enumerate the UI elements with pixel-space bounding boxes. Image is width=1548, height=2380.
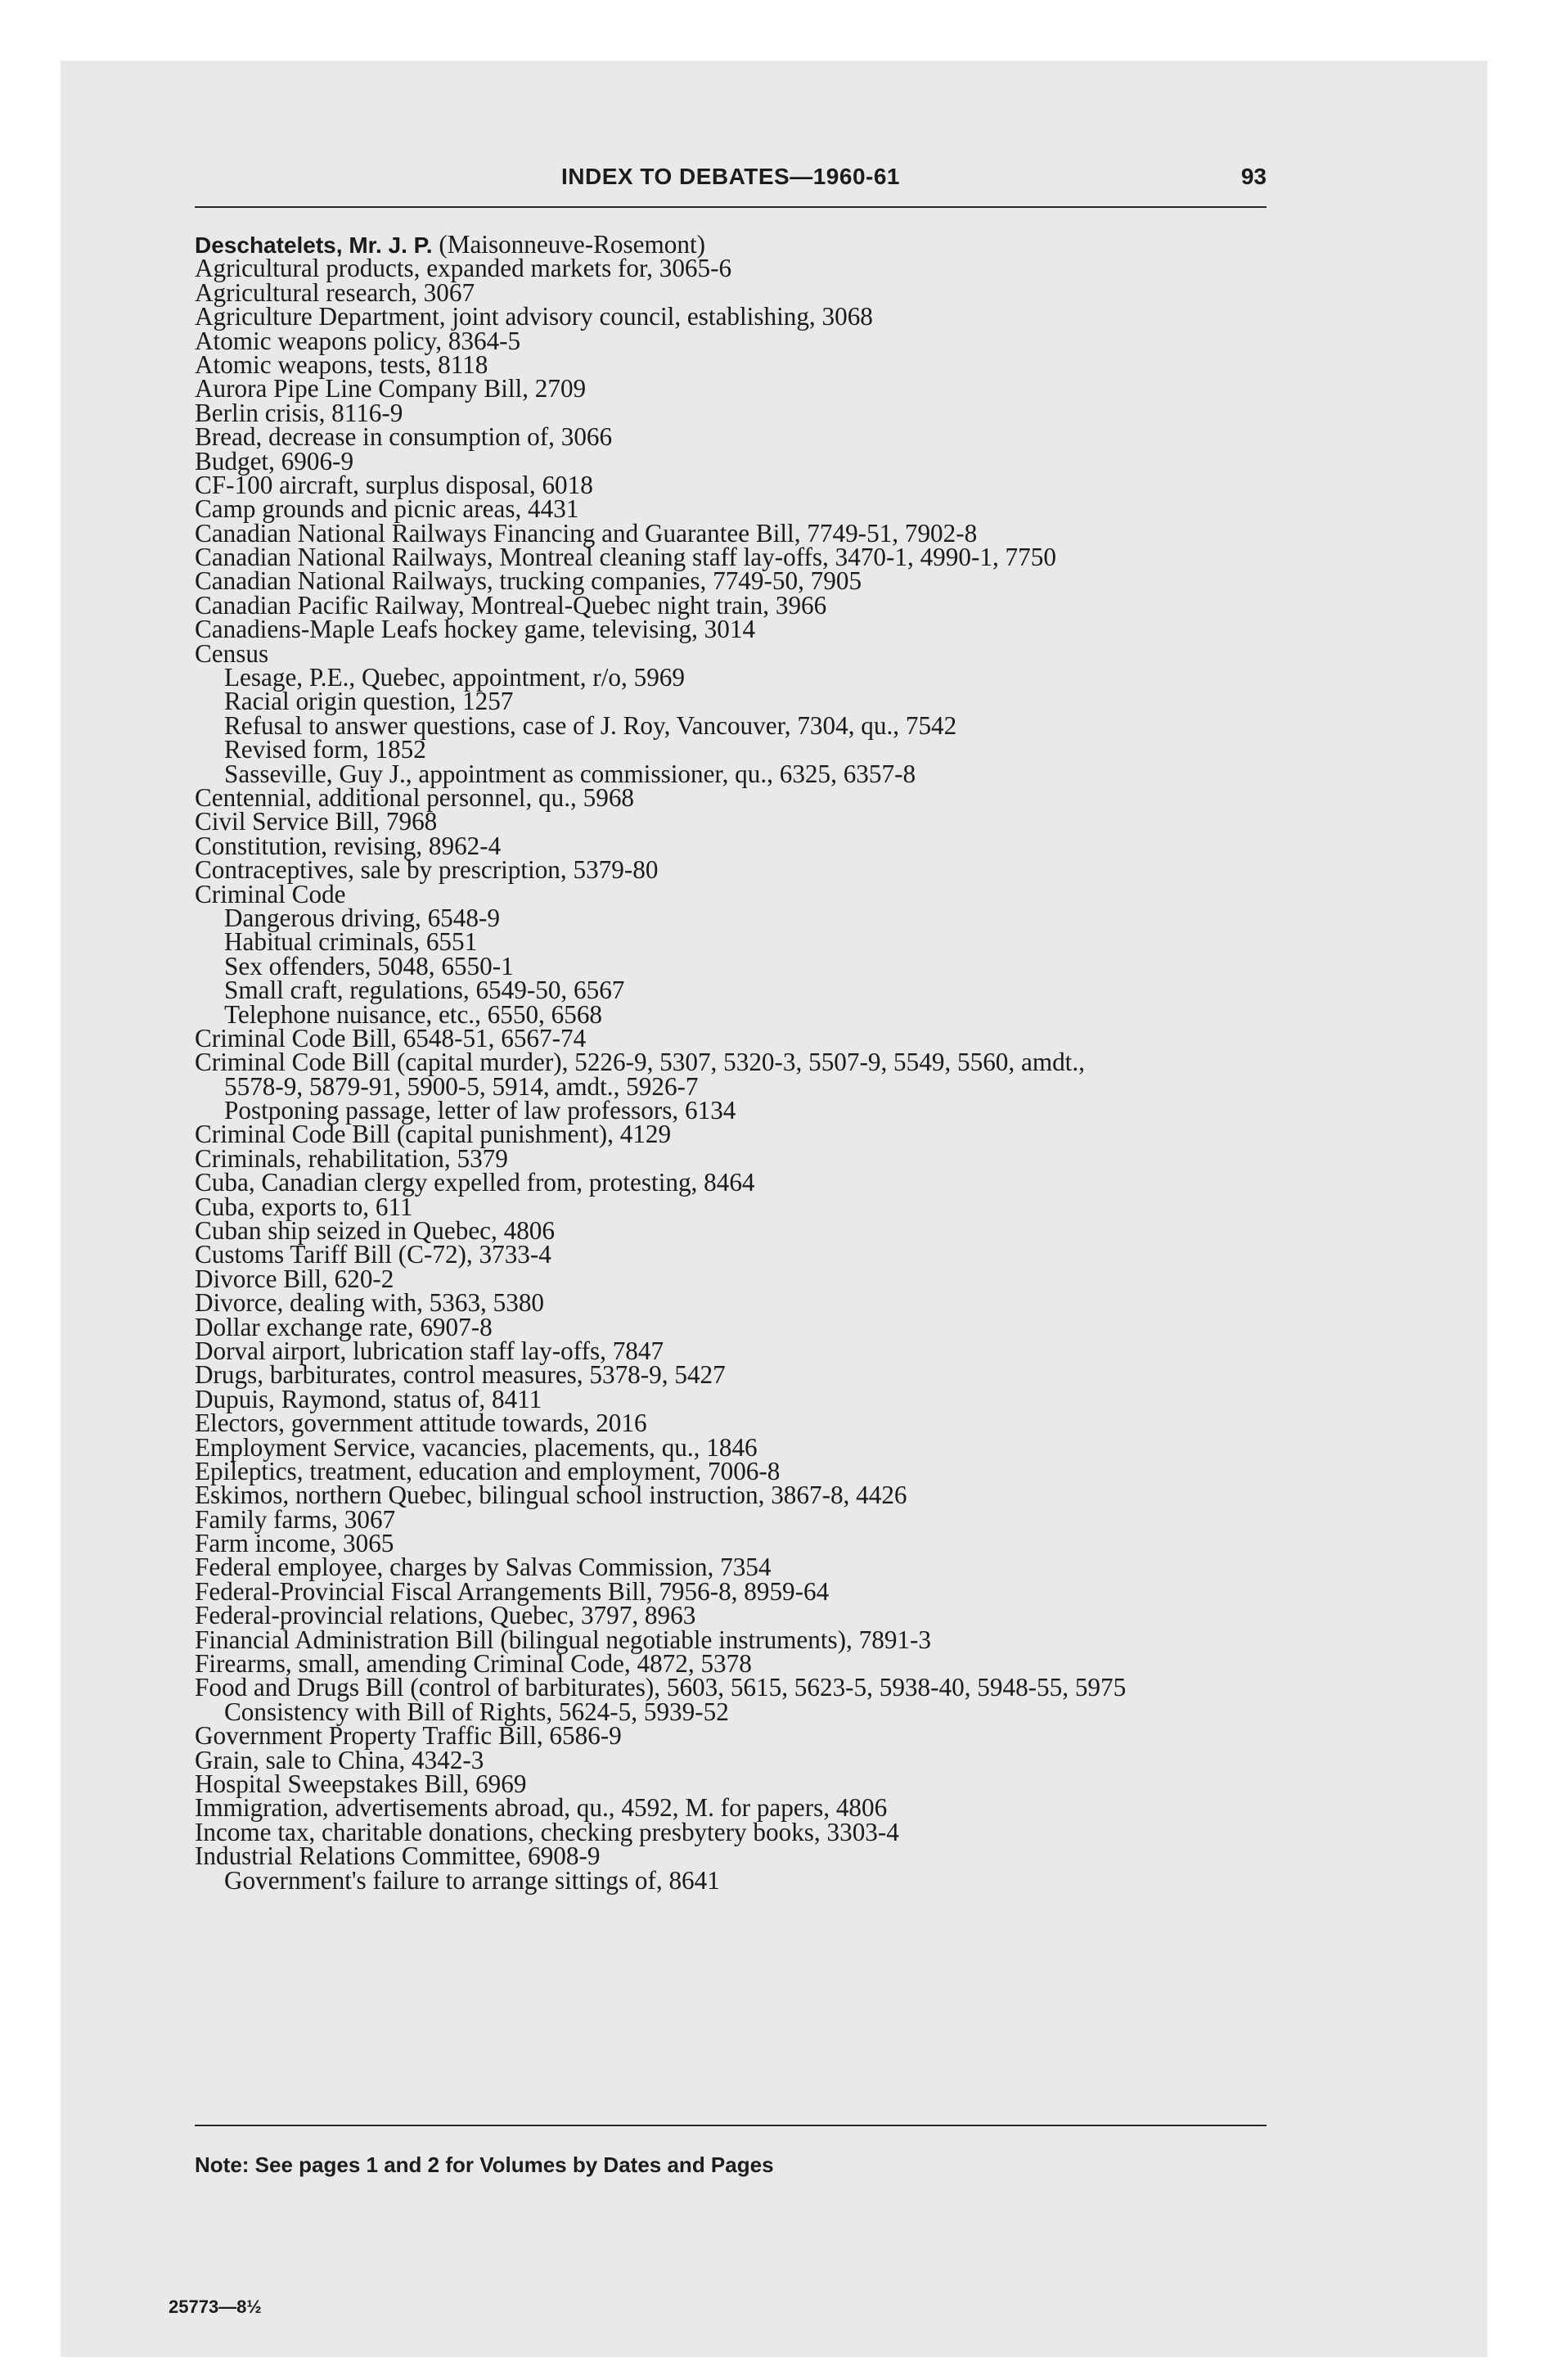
index-entry: Dorval airport, lubrication staff lay-offs, 7847 (195, 1336, 664, 1365)
index-entry: Civil Service Bill, 7968 (195, 807, 438, 836)
index-subentry: Government's failure to arrange sittings of, 8641 (224, 1865, 720, 1895)
index-subentry: Sasseville, Guy J., appointment as commissioner, qu., 6325, 6357-8 (224, 759, 916, 788)
index-entry: Criminal Code (195, 879, 346, 908)
index-entry: Immigration, advertisements abroad, qu., 4592, M. for papers, 4806 (195, 1793, 888, 1823)
index-entry: Employment Service, vacancies, placements, qu., 1846 (195, 1432, 758, 1462)
index-entry: Electors, government attitude towards, 2016 (195, 1409, 647, 1438)
index-entry: Canadian Pacific Railway, Montreal-Quebec night train, 3966 (195, 590, 827, 620)
index-entry: Industrial Relations Committee, 6908-9 (195, 1841, 601, 1871)
index-entry: Eskimos, northern Quebec, bilingual school instruction, 3867-8, 4426 (195, 1481, 907, 1510)
header-rule (195, 206, 1267, 208)
index-subentry: Racial origin question, 1257 (224, 687, 514, 716)
index-entry: Financial Administration Bill (bilingual negotiable instruments), 7891-3 (195, 1625, 931, 1654)
index-subentry: Lesage, P.E., Quebec, appointment, r/o, 5969 (224, 663, 685, 692)
index-entry: Aurora Pipe Line Company Bill, 2709 (195, 374, 587, 403)
index-subentry: Dangerous driving, 6548-9 (224, 903, 500, 932)
index-entry: Berlin crisis, 8116-9 (195, 398, 403, 427)
index-entry: Canadian National Railways, trucking companies, 7749-50, 7905 (195, 566, 862, 596)
index-entry: Bread, decrease in consumption of, 3066 (195, 422, 613, 452)
index-entry: Canadian National Railways, Montreal cleaning staff lay-offs, 3470-1, 4990-1, 7750 (195, 543, 1056, 572)
index-subentry: Revised form, 1852 (224, 735, 426, 764)
index-entry: Criminal Code Bill, 6548-51, 6567-74 (195, 1023, 587, 1053)
member-riding: (Maisonneuve-Rosemont) (432, 230, 705, 259)
index-entry: Canadian National Railways Financing and Guarantee Bill, 7749-51, 7902-8 (195, 518, 978, 548)
entry-list (195, 254, 1291, 1895)
index-entry: Agriculture Department, joint advisory council, establishing, 3068 (195, 302, 873, 331)
index-subentry: Sex offenders, 5048, 6550-1 (224, 951, 514, 980)
index-entry: Census (195, 638, 269, 668)
member-name: Deschatelets, Mr. J. P. (195, 232, 433, 258)
index-subentry: Consistency with Bill of Rights, 5624-5, 5939-52 (224, 1697, 729, 1726)
index-subentry: Telephone nuisance, etc., 6550, 6568 (224, 999, 603, 1029)
index-entry: Food and Drugs Bill (control of barbiturates), 5603, 5615, 5623-5, 5938-40, 5948-55, 5975 (195, 1673, 1127, 1702)
volumes-note: Note: See pages 1 and 2 for Volumes by Dates and Pages (195, 2152, 774, 2177)
index-entry: Canadiens-Maple Leafs hockey game, televising, 3014 (195, 615, 756, 644)
index-entry: Cuban ship seized in Quebec, 4806 (195, 1216, 555, 1246)
footer-rule (195, 2125, 1267, 2126)
page-header (195, 164, 1267, 196)
index-entry: Agricultural products, expanded markets for, 3065-6 (195, 254, 732, 283)
index-entry: Family farms, 3067 (195, 1504, 396, 1534)
index-entry: Epileptics, treatment, education and employment, 7006-8 (195, 1456, 781, 1485)
index-entry: Criminal Code Bill (capital murder), 5226-9, 5307, 5320-3, 5507-9, 5549, 5560, amdt., (195, 1048, 1085, 1077)
index-entry: Atomic weapons policy, 8364-5 (195, 326, 521, 355)
index-entry: Federal-Provincial Fiscal Arrangements Bill, 7956-8, 8959-64 (195, 1576, 830, 1606)
index-entry: Divorce Bill, 620-2 (195, 1264, 394, 1293)
print-code: 25773—8½ (169, 2297, 262, 2317)
index-entry: Hospital Sweepstakes Bill, 6969 (195, 1769, 527, 1798)
index-entry: Customs Tariff Bill (C-72), 3733-4 (195, 1240, 551, 1269)
index-entry: Camp grounds and picnic areas, 4431 (195, 494, 579, 524)
index-entry: Centennial, additional personnel, qu., 5968 (195, 782, 635, 812)
index-entry: Firearms, small, amending Criminal Code, 4872, 5378 (195, 1649, 752, 1679)
index-entry: Dollar exchange rate, 6907-8 (195, 1312, 493, 1341)
index-entry: Criminal Code Bill (capital punishment), 4129 (195, 1120, 672, 1149)
index-entry: Budget, 6906-9 (195, 446, 354, 476)
index-entry: Government Property Traffic Bill, 6586-9 (195, 1721, 622, 1751)
index-entry: Contraceptives, sale by prescription, 5379-80 (195, 855, 659, 885)
index-entry: Atomic weapons, tests, 8118 (195, 349, 488, 379)
index-entry: Criminals, rehabilitation, 5379 (195, 1143, 508, 1173)
index-entry: Federal-provincial relations, Quebec, 3797, 8963 (195, 1601, 696, 1630)
index-entry: Federal employee, charges by Salvas Commission, 7354 (195, 1553, 772, 1582)
index-subentry: Refusal to answer questions, case of J. Roy, Vancouver, 7304, qu., 7542 (224, 710, 957, 740)
index-entry: Constitution, revising, 8962-4 (195, 831, 502, 860)
index-entry: Cuba, Canadian clergy expelled from, protesting, 8464 (195, 1168, 755, 1197)
index-entry: Income tax, charitable donations, checking presbytery books, 3303-4 (195, 1817, 899, 1846)
index-entry: Dupuis, Raymond, status of, 8411 (195, 1384, 542, 1413)
page-number: 93 (1240, 164, 1267, 189)
member-heading (195, 230, 1291, 259)
index-entry: Grain, sale to China, 4342-3 (195, 1745, 484, 1774)
index-entry: Drugs, barbiturates, control measures, 5378-9, 5427 (195, 1360, 726, 1390)
index-subentry: Small craft, regulations, 6549-50, 6567 (224, 976, 625, 1005)
index-subentry: 5578-9, 5879-91, 5900-5, 5914, amdt., 5926-7 (224, 1071, 699, 1101)
index-entry: Farm income, 3065 (195, 1529, 394, 1558)
index-subentry: Habitual criminals, 6551 (224, 927, 478, 957)
index-entry: Agricultural research, 3067 (195, 277, 475, 307)
index-entry: Cuba, exports to, 611 (195, 1192, 413, 1221)
index-entries (195, 230, 1291, 1895)
index-entry: Divorce, dealing with, 5363, 5380 (195, 1288, 545, 1318)
index-subentry: Postponing passage, letter of law professors, 6134 (224, 1096, 736, 1125)
index-entry: CF-100 aircraft, surplus disposal, 6018 (195, 470, 593, 499)
page-title: INDEX TO DEBATES—1960-61 (561, 164, 900, 189)
